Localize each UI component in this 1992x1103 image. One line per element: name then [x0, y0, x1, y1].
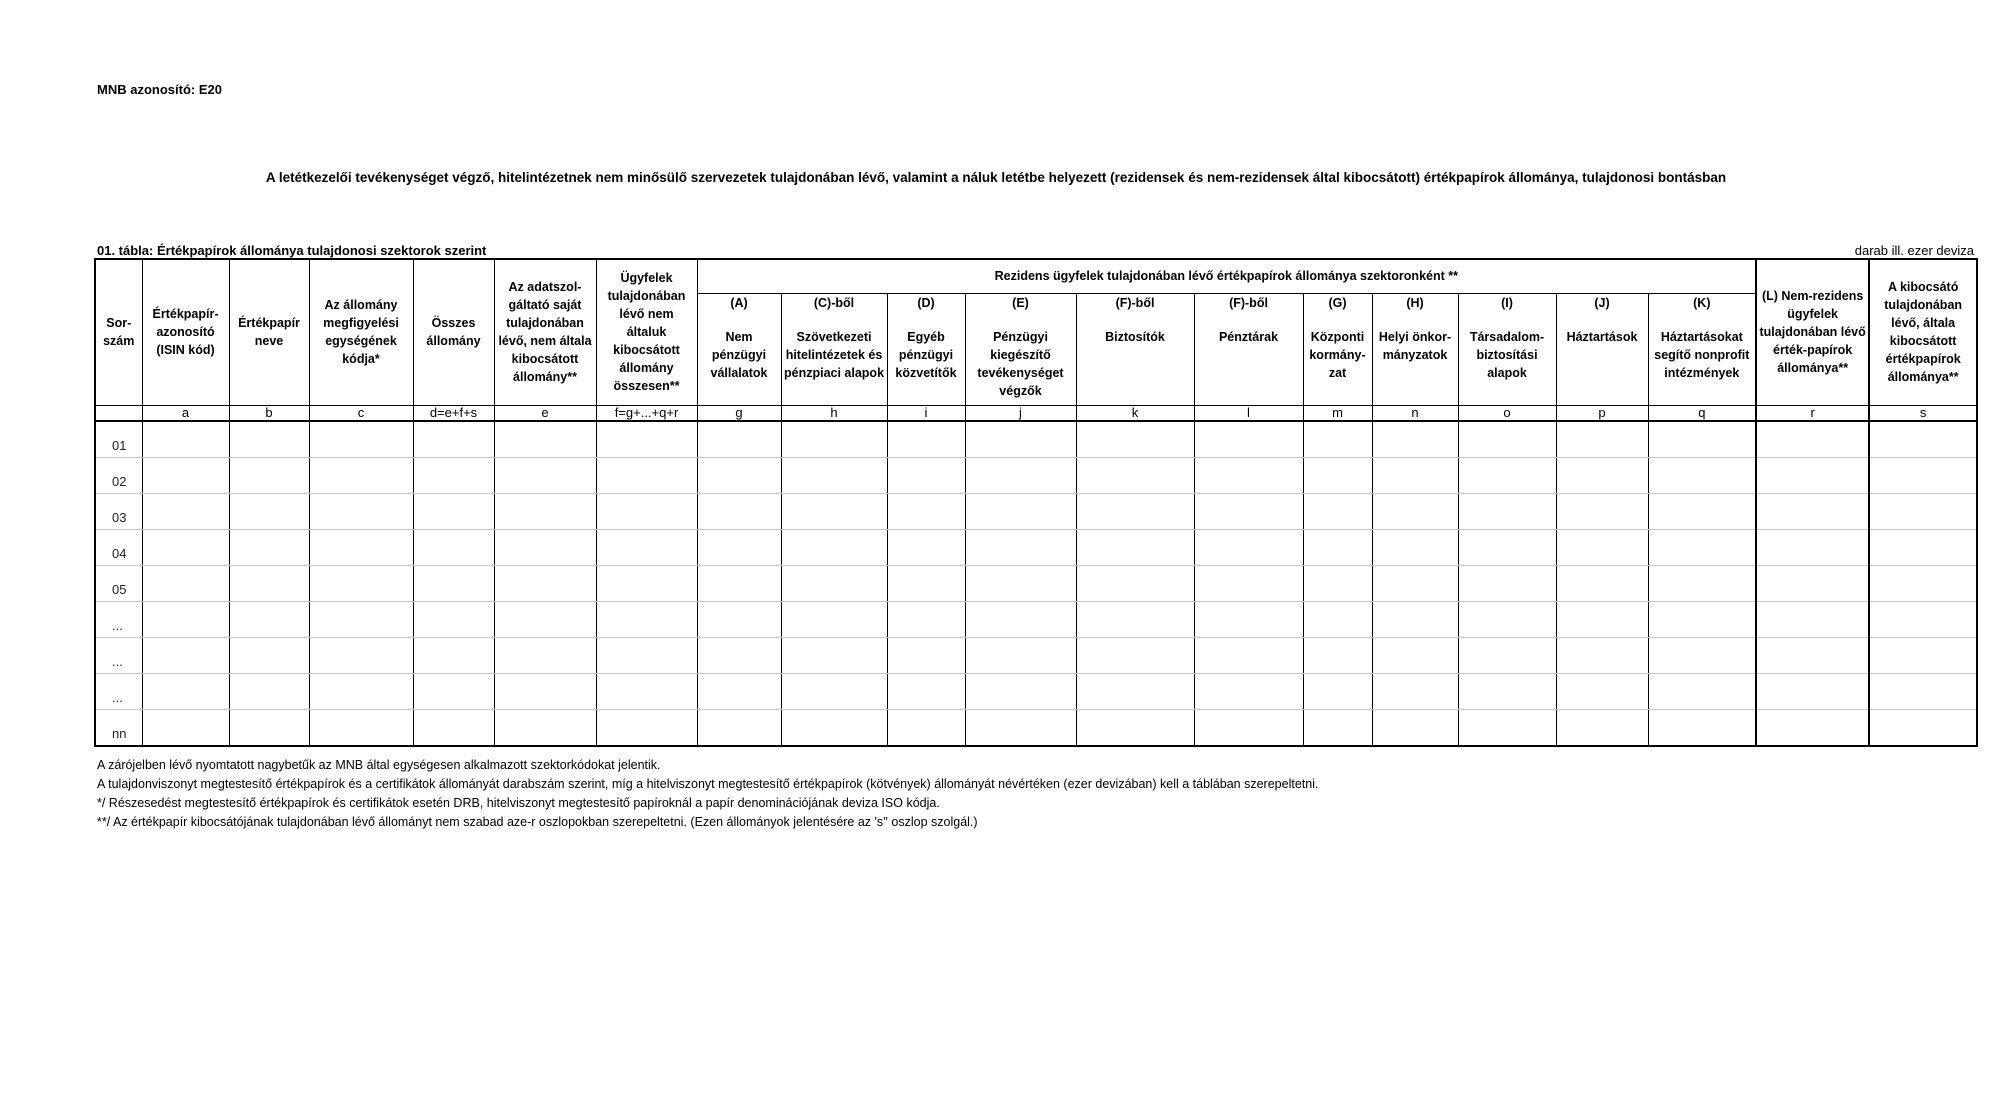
data-cell[interactable] — [1303, 458, 1372, 494]
column-letter: o — [1458, 405, 1556, 421]
data-cell[interactable] — [596, 458, 697, 494]
data-cell[interactable] — [887, 602, 965, 638]
column-letter: l — [1194, 405, 1303, 421]
header-nonresident: (L) Nem-rezidens ügyfelek tulajdonában lévő érték-papírok állománya** — [1756, 259, 1869, 405]
table-caption: 01. tábla: Értékpapírok állománya tulajdonosi szektorok szerint — [97, 243, 487, 258]
data-cell[interactable] — [1869, 602, 1977, 638]
header-own: Az adatszol-gáltató saját tulajdonában lévő, nem általa kibocsátott állomány** — [494, 259, 596, 405]
header-isin: Értékpapír-azonosító (ISIN kód) — [142, 259, 229, 405]
data-cell[interactable] — [1194, 494, 1303, 530]
letter-cell-empty — [95, 405, 142, 421]
data-cell[interactable] — [1458, 494, 1556, 530]
data-cell[interactable] — [887, 421, 965, 458]
data-cell[interactable] — [1458, 674, 1556, 710]
data-cell[interactable] — [1303, 638, 1372, 674]
data-cell[interactable] — [697, 530, 781, 566]
data-cell[interactable] — [413, 602, 494, 638]
sector-code: (K) — [1693, 295, 1711, 310]
header-total: Összes állomány — [413, 259, 494, 405]
data-cell[interactable] — [1076, 494, 1194, 530]
data-cell[interactable] — [413, 494, 494, 530]
data-cell[interactable] — [494, 638, 596, 674]
data-cell[interactable] — [142, 530, 229, 566]
data-cell[interactable] — [965, 566, 1076, 602]
data-cell[interactable] — [887, 458, 965, 494]
data-cell[interactable] — [1076, 638, 1194, 674]
row-number: ... — [95, 602, 142, 638]
data-cell[interactable] — [229, 530, 309, 566]
data-cell[interactable] — [494, 458, 596, 494]
data-cell[interactable] — [229, 674, 309, 710]
sector-name: Helyi önkor-mányzatok — [1378, 329, 1452, 362]
data-cell[interactable] — [1556, 674, 1648, 710]
data-cell[interactable] — [1458, 638, 1556, 674]
data-cell[interactable] — [1194, 566, 1303, 602]
data-cell[interactable] — [494, 421, 596, 458]
data-cell[interactable] — [1756, 602, 1869, 638]
data-cell[interactable] — [413, 458, 494, 494]
data-cell[interactable] — [229, 638, 309, 674]
data-cell[interactable] — [965, 638, 1076, 674]
sector-name: Egyéb pénzügyi közvetítők — [895, 329, 957, 380]
sector-name: Központi kormány-zat — [1309, 329, 1366, 380]
data-cell[interactable] — [697, 494, 781, 530]
data-cell[interactable] — [309, 638, 413, 674]
unit-note: darab ill. ezer deviza — [1854, 243, 1974, 258]
sector-code: (D) — [917, 295, 935, 310]
data-cell[interactable] — [1194, 674, 1303, 710]
sector-header — [1556, 293, 1648, 405]
data-cell[interactable] — [229, 602, 309, 638]
column-letter: p — [1556, 405, 1648, 421]
sector-code: (C)-ből — [813, 295, 855, 310]
sector-name: Pénztárak — [1218, 329, 1279, 344]
data-cell[interactable] — [1556, 458, 1648, 494]
data-cell[interactable] — [229, 710, 309, 747]
data-cell[interactable] — [596, 530, 697, 566]
data-cell[interactable] — [413, 674, 494, 710]
data-cell[interactable] — [781, 530, 887, 566]
sector-header — [1458, 293, 1556, 405]
footnotes — [97, 756, 1318, 832]
row-number: 01 — [95, 421, 142, 458]
sector-name: Társadalom-biztosítási alapok — [1469, 329, 1545, 380]
data-cell[interactable] — [1372, 458, 1458, 494]
data-cell[interactable] — [781, 566, 887, 602]
data-cell[interactable] — [1194, 458, 1303, 494]
data-cell[interactable] — [1372, 494, 1458, 530]
data-cell[interactable] — [1076, 674, 1194, 710]
column-letter: q — [1648, 405, 1756, 421]
data-cell[interactable] — [1556, 638, 1648, 674]
data-cell[interactable] — [1869, 566, 1977, 602]
data-cell[interactable] — [1076, 602, 1194, 638]
data-cell[interactable] — [781, 602, 887, 638]
data-cell[interactable] — [887, 710, 965, 747]
data-cell[interactable] — [965, 530, 1076, 566]
row-number: 03 — [95, 494, 142, 530]
table-row — [95, 530, 1977, 566]
sector-code: (A) — [730, 295, 748, 310]
data-cell[interactable] — [697, 566, 781, 602]
data-cell[interactable] — [1372, 638, 1458, 674]
data-cell[interactable] — [1372, 602, 1458, 638]
data-cell[interactable] — [1303, 674, 1372, 710]
data-cell[interactable] — [413, 710, 494, 747]
data-cell[interactable] — [887, 494, 965, 530]
sector-header — [1372, 293, 1458, 405]
data-cell[interactable] — [309, 566, 413, 602]
data-cell[interactable] — [1648, 530, 1756, 566]
data-cell[interactable] — [697, 710, 781, 747]
data-cell[interactable] — [142, 566, 229, 602]
data-cell[interactable] — [781, 638, 887, 674]
data-cell[interactable] — [494, 710, 596, 747]
data-cell[interactable] — [413, 530, 494, 566]
data-cell[interactable] — [1869, 421, 1977, 458]
data-cell[interactable] — [1556, 421, 1648, 458]
row-number: 05 — [95, 566, 142, 602]
row-number: 02 — [95, 458, 142, 494]
data-cell[interactable] — [142, 602, 229, 638]
data-cell[interactable] — [1648, 638, 1756, 674]
data-cell[interactable] — [781, 674, 887, 710]
data-cell[interactable] — [494, 674, 596, 710]
footnote: **/ Az értékpapír kibocsátójának tulajdonában lévő állományt nem szabad aze-r oszlopokban szerepeltetni. (Ezen állományok jelentésére az 's'' oszlop szolgál.) — [97, 815, 978, 829]
data-cell[interactable] — [697, 458, 781, 494]
sector-header — [781, 293, 887, 405]
data-cell[interactable] — [887, 674, 965, 710]
data-cell[interactable] — [1756, 458, 1869, 494]
row-number: ... — [95, 638, 142, 674]
data-cell[interactable] — [697, 602, 781, 638]
data-cell[interactable] — [494, 530, 596, 566]
data-cell[interactable] — [596, 710, 697, 747]
data-cell[interactable] — [1372, 566, 1458, 602]
sector-header — [1194, 293, 1303, 405]
data-cell[interactable] — [142, 674, 229, 710]
data-cell[interactable] — [1303, 602, 1372, 638]
data-cell[interactable] — [1458, 458, 1556, 494]
footnote: */ Részesedést megtestesítő értékpapírok és certifikátok esetén DRB, hitelviszonyt megtestesítő papíroknál a papír denominációjának deviza ISO kódja. — [97, 796, 940, 810]
data-cell[interactable] — [697, 638, 781, 674]
sector-header — [965, 293, 1076, 405]
column-letter: r — [1756, 405, 1869, 421]
data-cell[interactable] — [965, 458, 1076, 494]
row-number: 04 — [95, 530, 142, 566]
data-cell[interactable] — [781, 458, 887, 494]
table-row — [95, 602, 1977, 638]
data-cell[interactable] — [1648, 421, 1756, 458]
data-cell[interactable] — [1458, 566, 1556, 602]
data-cell[interactable] — [1303, 566, 1372, 602]
sector-code: (F)-ből — [1115, 295, 1155, 310]
data-cell[interactable] — [1076, 566, 1194, 602]
data-cell[interactable] — [309, 530, 413, 566]
data-cell[interactable] — [142, 638, 229, 674]
column-letter: s — [1869, 405, 1977, 421]
data-cell[interactable] — [965, 674, 1076, 710]
data-cell[interactable] — [697, 421, 781, 458]
sector-code: (I) — [1501, 295, 1513, 310]
data-cell[interactable] — [229, 458, 309, 494]
data-cell[interactable] — [1869, 530, 1977, 566]
data-cell[interactable] — [1648, 494, 1756, 530]
data-cell[interactable] — [309, 458, 413, 494]
data-cell[interactable] — [309, 602, 413, 638]
data-cell[interactable] — [1194, 638, 1303, 674]
data-cell[interactable] — [1076, 458, 1194, 494]
sector-code: (F)-ből — [1229, 295, 1268, 310]
header-resident-group: Rezidens ügyfelek tulajdonában lévő értékpapírok állománya szektoronként ** — [697, 259, 1756, 293]
data-cell[interactable] — [1756, 710, 1869, 747]
sector-code: (H) — [1406, 295, 1424, 310]
data-cell[interactable] — [309, 494, 413, 530]
data-cell[interactable] — [1194, 530, 1303, 566]
data-cell[interactable] — [494, 602, 596, 638]
data-cell[interactable] — [1869, 494, 1977, 530]
data-cell[interactable] — [965, 494, 1076, 530]
table-row — [95, 674, 1977, 710]
data-cell[interactable] — [1303, 710, 1372, 747]
data-cell[interactable] — [1648, 458, 1756, 494]
data-cell[interactable] — [1756, 530, 1869, 566]
table-row — [95, 421, 1977, 458]
sector-name: Szövetkezeti hitelintézetek és pénzpiaci alapok — [783, 329, 885, 380]
data-cell[interactable] — [142, 710, 229, 747]
column-letter: e — [494, 405, 596, 421]
document-title: A letétkezelői tevékenységet végző, hitelintézetnek nem minősülő szervezetek tulajdonában lévő, valamint a náluk letétbe helyezett (rezidensek és nem-rezidensek által kibocsátott) értékpapírok állománya, tulajdonosi bontásban — [265, 170, 1727, 185]
data-cell[interactable] — [1648, 602, 1756, 638]
table-row — [95, 638, 1977, 674]
data-cell[interactable] — [494, 494, 596, 530]
data-cell[interactable] — [413, 421, 494, 458]
data-cell[interactable] — [781, 421, 887, 458]
data-cell[interactable] — [1458, 530, 1556, 566]
data-cell[interactable] — [229, 494, 309, 530]
column-letter: b — [229, 405, 309, 421]
sector-header — [697, 293, 781, 405]
data-cell[interactable] — [781, 710, 887, 747]
data-cell[interactable] — [309, 421, 413, 458]
data-cell[interactable] — [1556, 566, 1648, 602]
data-cell[interactable] — [413, 566, 494, 602]
data-cell[interactable] — [1556, 494, 1648, 530]
header-sorszam: Sor-szám — [95, 259, 142, 405]
data-cell[interactable] — [596, 638, 697, 674]
data-cell[interactable] — [1458, 710, 1556, 747]
data-cell[interactable] — [697, 674, 781, 710]
sector-code: (E) — [1012, 295, 1029, 310]
data-cell[interactable] — [413, 638, 494, 674]
column-letter: i — [887, 405, 965, 421]
header-clients: Ügyfelek tulajdonában lévő nem általuk kibocsátott állomány összesen** — [596, 259, 697, 405]
column-letter: a — [142, 405, 229, 421]
data-cell[interactable] — [1648, 566, 1756, 602]
footnote: A zárójelben lévő nyomtatott nagybetűk az MNB által egységesen alkalmazott szektorkódokat jelentik. — [97, 758, 661, 772]
data-cell[interactable] — [1076, 530, 1194, 566]
data-cell[interactable] — [1756, 421, 1869, 458]
sector-header — [1076, 293, 1194, 405]
data-cell[interactable] — [1372, 710, 1458, 747]
sector-code: (J) — [1594, 295, 1610, 310]
sector-header — [1303, 293, 1372, 405]
data-cell[interactable] — [887, 566, 965, 602]
data-cell[interactable] — [1194, 421, 1303, 458]
securities-table — [94, 258, 1978, 747]
column-letter: h — [781, 405, 887, 421]
table-row — [95, 566, 1977, 602]
data-cell[interactable] — [965, 710, 1076, 747]
data-cell[interactable] — [1756, 674, 1869, 710]
header-name: Értékpapír neve — [229, 259, 309, 405]
sector-name: Pénzügyi kiegészítő tevékenységet végzők — [977, 329, 1064, 398]
data-cell[interactable] — [1076, 710, 1194, 747]
sector-name: Nem pénzügyi vállalatok — [710, 329, 768, 380]
data-cell[interactable] — [1372, 421, 1458, 458]
table-row — [95, 458, 1977, 494]
data-cell[interactable] — [1869, 710, 1977, 747]
column-letter: m — [1303, 405, 1372, 421]
data-cell[interactable] — [1648, 710, 1756, 747]
column-letter: k — [1076, 405, 1194, 421]
data-cell[interactable] — [309, 674, 413, 710]
sector-name: Biztosítók — [1105, 329, 1165, 344]
data-cell[interactable] — [596, 602, 697, 638]
data-cell[interactable] — [1458, 421, 1556, 458]
data-cell[interactable] — [1194, 602, 1303, 638]
data-cell[interactable] — [887, 530, 965, 566]
column-letter: j — [965, 405, 1076, 421]
data-cell[interactable] — [887, 638, 965, 674]
data-cell[interactable] — [1303, 494, 1372, 530]
sector-code: (G) — [1328, 295, 1347, 310]
data-cell[interactable] — [596, 566, 697, 602]
data-cell[interactable] — [1458, 602, 1556, 638]
sector-name: Háztartások — [1566, 329, 1638, 344]
column-letter: d=e+f+s — [413, 405, 494, 421]
data-cell[interactable] — [596, 494, 697, 530]
data-cell[interactable] — [1756, 566, 1869, 602]
sector-header — [1648, 293, 1756, 405]
sector-header — [887, 293, 965, 405]
data-cell[interactable] — [142, 421, 229, 458]
mnb-identifier: MNB azonosító: E20 — [97, 82, 222, 97]
data-cell[interactable] — [1648, 674, 1756, 710]
column-letter: f=g+...+q+r — [596, 405, 697, 421]
data-cell[interactable] — [1869, 458, 1977, 494]
data-cell[interactable] — [596, 421, 697, 458]
column-letter: g — [697, 405, 781, 421]
data-cell[interactable] — [1372, 530, 1458, 566]
row-number: nn — [95, 710, 142, 747]
header-unit-code: Az állomány megfigyelési egységének kódja* — [309, 259, 413, 405]
data-cell[interactable] — [1756, 494, 1869, 530]
data-cell[interactable] — [229, 566, 309, 602]
data-cell[interactable] — [1869, 638, 1977, 674]
data-cell[interactable] — [1303, 421, 1372, 458]
data-cell[interactable] — [229, 421, 309, 458]
data-cell[interactable] — [142, 494, 229, 530]
data-cell[interactable] — [1869, 674, 1977, 710]
data-cell[interactable] — [1194, 710, 1303, 747]
data-cell[interactable] — [965, 421, 1076, 458]
footnote: A tulajdonviszonyt megtestesítő értékpapírok és a certifikátok állományát darabszám szerint, míg a hitelviszonyt megtestesítő értékpapírok (kötvények) állományát névértéken (ezer devizában) kell a táblában szerepeltetni. — [97, 777, 1319, 791]
data-cell[interactable] — [494, 566, 596, 602]
data-cell[interactable] — [596, 674, 697, 710]
data-cell[interactable] — [1556, 710, 1648, 747]
data-cell[interactable] — [142, 458, 229, 494]
data-cell[interactable] — [1372, 674, 1458, 710]
data-cell[interactable] — [1756, 638, 1869, 674]
data-cell[interactable] — [781, 494, 887, 530]
table-row — [95, 494, 1977, 530]
column-letter: c — [309, 405, 413, 421]
header-issuer: A kibocsátó tulajdonában lévő, általa kibocsátott értékpapírok állománya** — [1869, 259, 1977, 405]
data-cell[interactable] — [309, 710, 413, 747]
data-cell[interactable] — [965, 602, 1076, 638]
data-cell[interactable] — [1556, 530, 1648, 566]
table-row — [95, 710, 1977, 747]
data-cell[interactable] — [1303, 530, 1372, 566]
data-cell[interactable] — [1076, 421, 1194, 458]
data-cell[interactable] — [1556, 602, 1648, 638]
column-letter: n — [1372, 405, 1458, 421]
row-number: ... — [95, 674, 142, 710]
sector-name: Háztartásokat segítő nonprofit intézmények — [1654, 329, 1750, 380]
